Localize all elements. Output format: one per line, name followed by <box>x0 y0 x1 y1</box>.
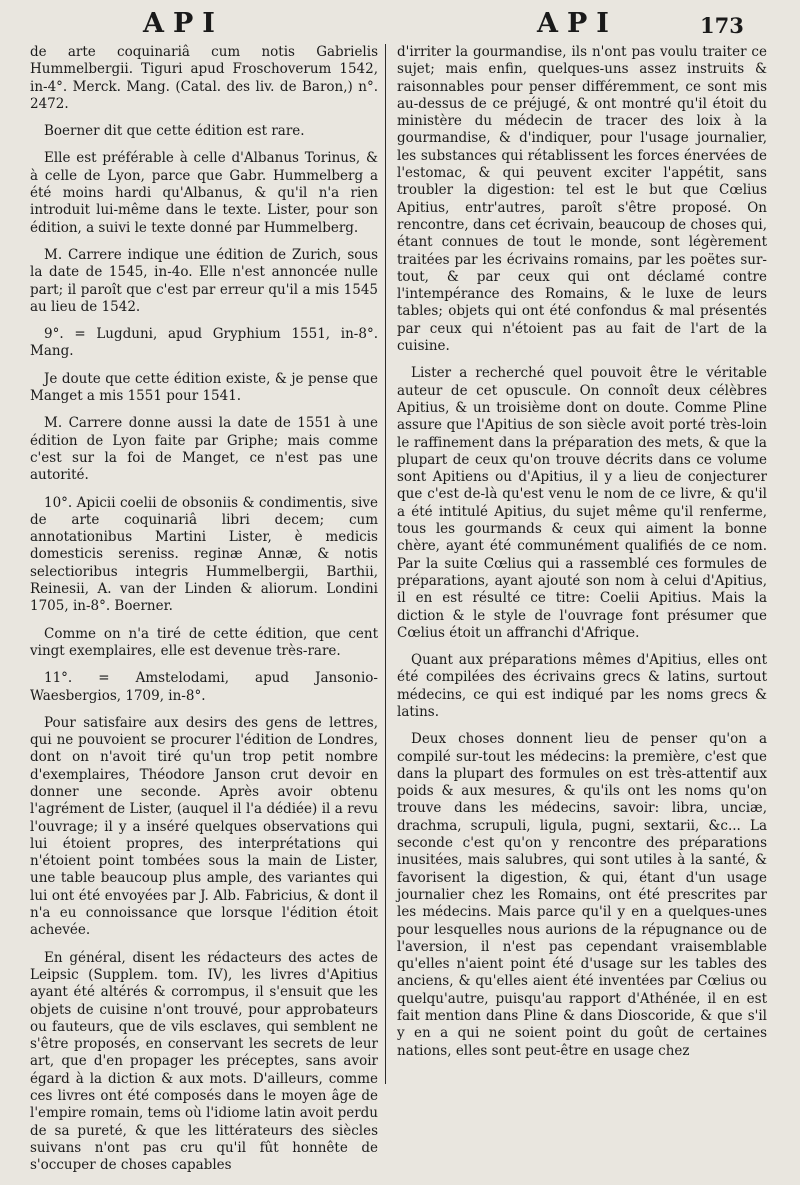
paragraph: Lister a recherché quel pouvoit être le véritable auteur de cet opuscule. On connoît deux célèbres Apitius, & un troisième dont on doute. Comme Pline assure que l'Apitius de son siècle avoit porté très-loin le raffinement dans la préparation des mets, & que la plupart de ceux qu'on trouve décrits dans ce volume sont Apitiens ou d'Apitius, il y a lieu de conjecturer que c'est de-là qu'est venu le nom de ce livre, & qu'il a été intitulé Apitius, du sujet même qu'il renferme, tous les gourmands & ceux qui aiment la bonne chère, ayant été communément qualifiés de ce nom. Par la suite Cœlius qui a rassemblé ces formules de préparations, ayant ajouté son nom à celui d'Apitius, il en est résulté ce titre: Coelii Apitius. Mais la diction & le style de l'ouvrage font présumer que Cœlius étoit un affranchi d'Afrique. <box>397 365 767 641</box>
left-column <box>30 44 378 1185</box>
paragraph: Deux choses donnent lieu de penser qu'on a compilé sur-tout les médecins: la première, c'est que dans la plupart des formules on est très-attentif aux poids & aux mesures, & qu'ils ont les noms qu'on trouve dans les médecins, savoir: libra, unciæ, drachma, scrupuli, ligula, pugni, sextarii, &c... La seconde c'est qu'on y rencontre des préparations inusitées, mais salubres, qui sont utiles à la santé, & favorisent la digestion, & qui, étant d'un usage journalier chez les Romains, ont été prescrites par les médecins. Mais parce qu'il y en a quelques-unes pour lesquelles nous aurions de la répugnance ou de l'aversion, il n'est pas cependant vraisemblable qu'elles n'aient point été d'usage sur les tables des anciens, & qu'elles aient été inventées par Cœlius ou quelqu'autre, puisqu'au rapport d'Athénée, il en est fait mention dans Pline & dans Dioscoride, & que s'il y en a qui ne soient point du goût de certaines nations, elles sont peut-être en usage chez <box>397 731 767 1059</box>
paragraph: de arte coquinariâ cum notis Gabrielis Hummelbergii. Tiguri apud Froschoverum 1542, in-4°. Merck. Mang. (Catal. des liv. de Baron,) n°. 2472. <box>30 44 378 112</box>
running-head-left: API <box>143 8 224 39</box>
paragraph: Quant aux préparations mêmes d'Apitius, elles ont été compilées des écrivains grecs & latins, surtout médecins, ce qui est indiqué par les noms grecs & latins. <box>397 652 767 720</box>
paragraph: d'irriter la gourmandise, ils n'ont pas voulu traiter ce sujet; mais enfin, quelques-uns assez instruits & raisonnables pour penser différemment, ce sont mis au-dessus de ce préjugé, & ont montré qu'il étoit du ministère du médecin de tracer des loix à la gourmandise, & d'indiquer, pour l'usage journalier, les substances qui rétablissent les forces énervées de l'estomac, & qui peuvent exciter l'appétit, sans troubler la digestion: tel est le but que Cœlius Apitius, entr'autres, paroît s'être proposé. On rencontre, dans cet écrivain, beaucoup de choses qui, étant connues de tout le monde, sont légèrement traitées par les écrivains romains, par les poëtes sur-tout, & par ceux qui ont déclamé contre l'intempérance des Romains, & le luxe de leurs tables; objets qui ont été confondus & mal présentés par ceux qui n'étoient pas au fait de l'art de la cuisine. <box>397 44 767 355</box>
running-head-right: API <box>537 8 618 39</box>
paragraph: 9°. = Lugduni, apud Gryphium 1551, in-8°. Mang. <box>30 326 378 360</box>
paragraph: M. Carrere donne aussi la date de 1551 à une édition de Lyon faite par Griphe; mais comme c'est sur la foi de Manget, ce n'est pas une autorité. <box>30 415 378 484</box>
right-column <box>397 44 767 1070</box>
paragraph: En général, disent les rédacteurs des actes de Leipsic (Supplem. tom. IV), les livres d'Apitius ayant été altérés & corrompus, il s'ensuit que les objets de cuisine n'ont trouvé, pour approbateurs ou fauteurs, que de vils esclaves, qui semblent ne s'être proposés, en conservant les secrets de leur art, que d'en propager les préceptes, sans avoir égard à la diction & aux mots. D'ailleurs, comme ces livres ont été composés dans le moyen âge de l'empire romain, tems où l'idiome latin avoit perdu de sa pureté, & que les littérateurs des siècles suivans n'ont pas cru qu'il fût honnête de s'occuper de choses capables <box>30 949 378 1174</box>
paragraph: Boerner dit que cette édition est rare. <box>44 123 305 140</box>
paragraph: Comme on n'a tiré de cette édition, que cent vingt exemplaires, elle est devenue très-rare. <box>30 625 378 659</box>
column-divider <box>385 44 386 1084</box>
paragraph: Je doute que cette édition existe, & je pense que Manget a mis 1551 pour 1541. <box>30 370 378 405</box>
paragraph: M. Carrere indique une édition de Zurich, sous la date de 1545, in-4o. Elle n'est annoncée nulle part; il paroît que c'est par erreur qu'il a mis 1545 au lieu de 1542. <box>30 246 378 315</box>
page-header <box>0 0 800 44</box>
paragraph: Pour satisfaire aux desirs des gens de lettres, qui ne pouvoient se procurer l'édition de Londres, dont on n'avoit tiré qu'un trop petit nombre d'exemplaires, Théodore Janson crut devoir en donner une seconde. Après avoir obtenu l'agrément de Lister, (auquel il l'a dédiée) il a revu l'ouvrage; il y a inséré quelques observations qui lui étoient propres, des interprétations qui n'étoient point tombées sous la main de Lister, une table beaucoup plus ample, des variantes qui lui ont été envoyées par J. Alb. Fabricius, & dont il n'a eu connoissance que lorsque l'édition étoit achevée. <box>30 714 378 939</box>
paragraph: 11°. = Amstelodami, apud Jansonio-Waesbergios, 1709, in-8°. <box>30 670 378 704</box>
page-number: 173 <box>700 13 744 38</box>
paragraph: 10°. Apicii coelii de obsoniis & condimentis, sive de arte coquinariâ libri decem; cum annotationibus Martini Lister, è medicis domesticis sereniss. reginæ Annæ, & notis selectioribus integris Hummelbergii, Barthii, Reinesii, A. van der Linden & aliorum. Londini 1705, in-8°. Boerner. <box>30 494 378 615</box>
paragraph: Elle est préférable à celle d'Albanus Torinus, & à celle de Lyon, parce que Gabr. Hummelberg a été moins hardi qu'Albanus, & qu'il n'a rien introduit lui-même dans le texte. Lister, pour son édition, a suivi le texte donné par Hummelberg. <box>30 150 378 236</box>
